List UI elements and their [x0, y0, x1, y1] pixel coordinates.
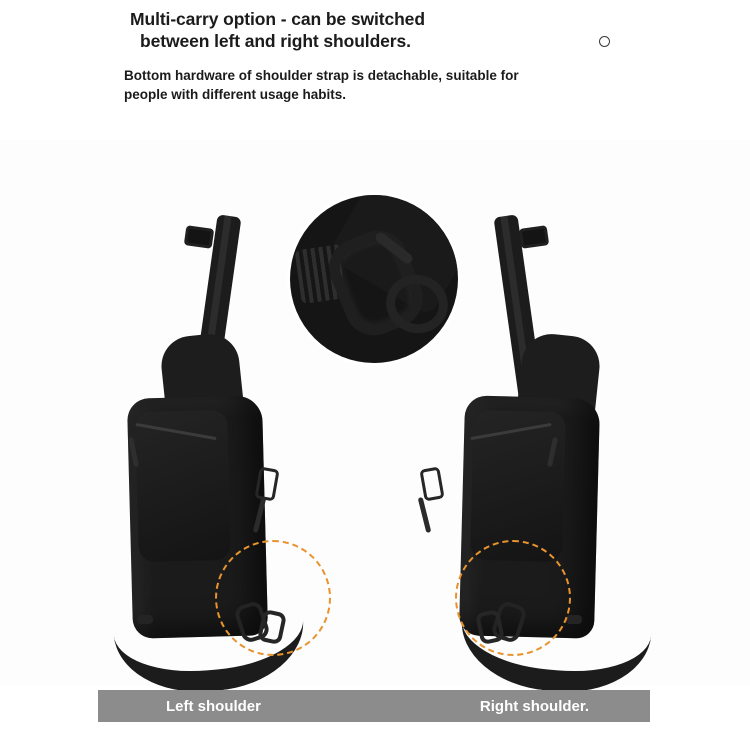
headline-line-1: Multi-carry option - can be switched	[130, 9, 425, 29]
subtitle-line-2: people with different usage habits.	[124, 86, 347, 102]
caption-bar	[98, 690, 650, 722]
subtitle-line-1: Bottom hardware of shoulder strap is detachable, suitable for	[124, 67, 519, 83]
side-zipper-pull	[418, 497, 432, 533]
side-webbing-loop	[419, 467, 444, 502]
carabiner-detail-inset	[290, 195, 458, 363]
caption-left-shoulder: Left shoulder	[165, 697, 261, 715]
page-title	[0, 8, 750, 53]
product-photo-area	[0, 140, 750, 685]
strap-anchor-buckle	[519, 225, 550, 249]
side-webbing-loop	[254, 467, 279, 502]
page-subtitle	[0, 66, 750, 104]
hardware-highlight-circle	[455, 540, 571, 656]
strap-anchor-buckle	[184, 225, 215, 249]
header-text-block	[0, 0, 750, 104]
hardware-highlight-circle	[215, 540, 331, 656]
caption-right-shoulder: Right shoulder.	[479, 697, 590, 715]
headline-line-2: between left and right shoulders.	[140, 31, 411, 52]
circle-outline-icon	[599, 36, 610, 47]
